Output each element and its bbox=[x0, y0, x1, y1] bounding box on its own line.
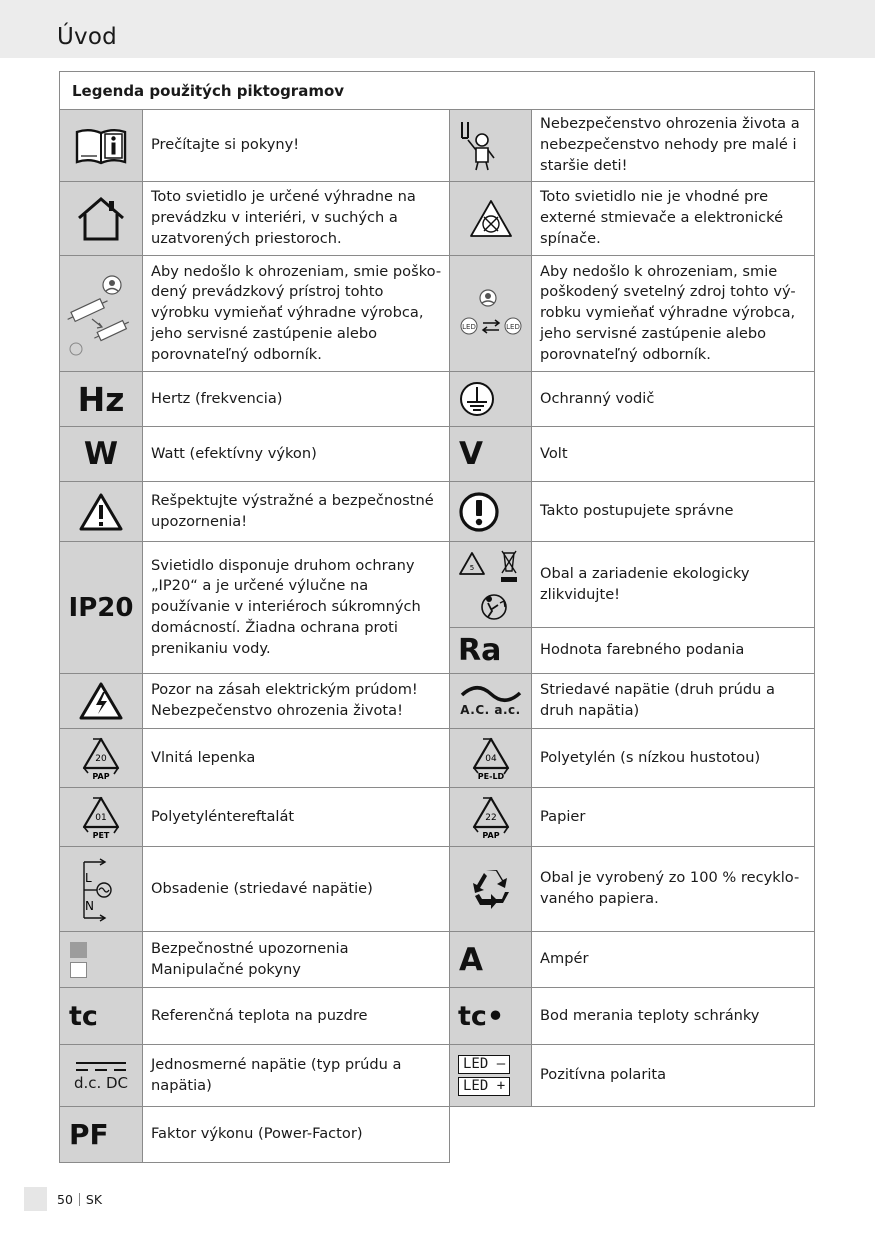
page-number: 50 bbox=[57, 1192, 73, 1207]
legend-row bbox=[449, 255, 815, 372]
legend-row bbox=[449, 1044, 815, 1107]
svg-text:01: 01 bbox=[95, 813, 107, 823]
ampere-icon: A bbox=[450, 932, 532, 987]
legend-text: Ochranný vodič bbox=[540, 389, 655, 407]
legend-row bbox=[449, 541, 815, 628]
legend-row bbox=[59, 255, 450, 372]
legend-row bbox=[59, 109, 450, 182]
legend-text: Striedavé napätie (druh prúdu a druh napätia) bbox=[540, 681, 775, 719]
protective-earth-icon bbox=[450, 372, 532, 426]
legend-row bbox=[449, 181, 815, 256]
legend-text: Rešpektujte výstražné a bezpečnostné upozornenia! bbox=[151, 491, 434, 530]
page-title: Úvod bbox=[57, 24, 117, 50]
ac-icon: A.C. a.c. bbox=[450, 674, 532, 728]
svg-text:22: 22 bbox=[484, 813, 497, 823]
legend-text: Pozitívna polarita bbox=[540, 1066, 667, 1084]
svg-text:04: 04 bbox=[484, 754, 497, 764]
svg-text:PET: PET bbox=[92, 831, 110, 840]
recycle-20-pap-icon bbox=[60, 729, 143, 787]
legend-text: Obal je vyrobený zo 100 % recyklo-vaného papiera. bbox=[540, 869, 800, 907]
driver-replacement-icon bbox=[60, 256, 143, 371]
house-icon bbox=[60, 182, 143, 255]
legend-row bbox=[59, 846, 450, 932]
legend-text: Volt bbox=[540, 444, 568, 462]
page-number-box bbox=[24, 1187, 47, 1211]
legend-text: Hodnota farebného podania bbox=[540, 641, 745, 659]
svg-text:PAP: PAP bbox=[481, 831, 500, 840]
legend-row bbox=[59, 987, 450, 1045]
language-code: SK bbox=[85, 1192, 103, 1207]
electric-shock-icon bbox=[60, 674, 143, 728]
child-danger-icon bbox=[450, 110, 532, 181]
legend-text: Hertz (frekvencia) bbox=[151, 389, 283, 407]
header-band bbox=[0, 0, 875, 58]
legend-text: Obal a zariadenie ekologicky zlikvidujte! bbox=[540, 564, 750, 603]
ac-terminal-icon bbox=[60, 847, 143, 931]
legend-row bbox=[59, 541, 450, 674]
legend-text: Toto svietidlo je určené výhradne na prevádzku v interiéri, v suchých a uzatvorených priestoroch. bbox=[151, 188, 416, 247]
svg-text:20: 20 bbox=[95, 754, 107, 764]
legend-text: Aby nedošlo k ohrozeniam, smie poško-dený prevádzkový prístroj tohto výrobku vymieňať výhradne výrobca, jeho servisné zastúpenie alebo porovnateľný odborník. bbox=[151, 262, 442, 363]
led-replacement-icon bbox=[450, 256, 532, 371]
legend-row bbox=[449, 109, 815, 182]
pf-icon: PF bbox=[60, 1107, 143, 1162]
legend-heading-row bbox=[59, 71, 815, 110]
legend-text: Pozor na zásah elektrickým prúdom! Nebezpečenstvo ohrozenia života! bbox=[151, 681, 418, 719]
led-polarity-icon: LED – LED + bbox=[450, 1045, 532, 1106]
legend-text: Polyetylén (s nízkou hustotou) bbox=[540, 748, 761, 766]
legend-row bbox=[449, 846, 815, 932]
eco-disposal-icon bbox=[450, 542, 532, 627]
svg-text:L: L bbox=[85, 871, 92, 885]
svg-text:PE-LD: PE-LD bbox=[477, 772, 504, 781]
legend-row bbox=[59, 673, 450, 729]
recycle-01-pet-icon bbox=[60, 788, 143, 846]
legend-text: Toto svietidlo nie je vhodné pre externé stmievače a elektronické spínače. bbox=[540, 188, 784, 247]
watt-icon: W bbox=[60, 427, 143, 481]
ip20-icon: IP20 bbox=[60, 542, 143, 673]
svg-text:PAP: PAP bbox=[92, 772, 110, 781]
recycle-22-pap-icon bbox=[450, 788, 532, 846]
volt-icon: V bbox=[450, 427, 532, 481]
svg-text:5: 5 bbox=[469, 563, 474, 572]
legend-text: Prečítajte si pokyny! bbox=[151, 136, 300, 154]
tc-point-icon: tc• bbox=[450, 988, 532, 1044]
legend-text: Svietidlo disponuje druhom ochrany „IP20“ a je určené výlučne na používanie v interiéroch súkromných domácností. Žiadna ochrana proti prenikaniu vody. bbox=[151, 556, 421, 657]
legend-text: Faktor výkonu (Power-Factor) bbox=[151, 1125, 363, 1143]
legend-row bbox=[449, 673, 815, 729]
legend-row bbox=[59, 426, 450, 482]
ra-icon: Ra bbox=[450, 628, 532, 673]
legend-text: Papier bbox=[540, 807, 586, 825]
warning-triangle-icon bbox=[60, 482, 143, 541]
legend-row bbox=[449, 728, 815, 788]
page-footer bbox=[57, 1192, 102, 1207]
legend-text: Watt (efektívny výkon) bbox=[151, 444, 317, 462]
recycle-04-peld-icon bbox=[450, 729, 532, 787]
hz-icon: Hz bbox=[60, 372, 143, 426]
legend-text: Vlnitá lepenka bbox=[151, 748, 256, 766]
recycled-paper-icon bbox=[450, 847, 532, 931]
legend-text: Polyetyléntereftalát bbox=[151, 807, 295, 825]
legend-heading: Legenda použitých piktogramov bbox=[72, 82, 345, 100]
legend-row bbox=[449, 787, 815, 847]
legend-row bbox=[449, 426, 815, 482]
legend-row bbox=[59, 787, 450, 847]
legend-row bbox=[59, 481, 450, 542]
legend-row bbox=[59, 181, 450, 256]
no-dimmer-icon bbox=[450, 182, 532, 255]
legend-text: Ampér bbox=[540, 950, 589, 968]
legend-row bbox=[59, 1044, 450, 1107]
legend-row bbox=[449, 371, 815, 427]
note-squares-icon bbox=[60, 932, 143, 987]
legend-text: Aby nedošlo k ohrozeniam, smie poškodený svetelný zdroj tohto vý-robku vymieňať výhradne výrobca, jeho servisné zastúpenie alebo porovnateľný odborník. bbox=[540, 262, 796, 363]
legend-text: Obsadenie (striedavé napätie) bbox=[151, 879, 373, 897]
legend-row bbox=[449, 987, 815, 1045]
legend-row bbox=[59, 728, 450, 788]
legend-text: Jednosmerné napätie (typ prúdu a napätia) bbox=[151, 1055, 402, 1094]
dc-icon: d.c. DC bbox=[60, 1045, 143, 1106]
book-info-icon bbox=[60, 110, 143, 181]
legend-row bbox=[59, 1106, 450, 1163]
tc-icon: tc bbox=[60, 988, 143, 1044]
legend-text: Bod merania teploty schránky bbox=[540, 1006, 760, 1024]
legend-text: Referenčná teplota na puzdre bbox=[151, 1006, 368, 1024]
legend-row bbox=[449, 931, 815, 988]
svg-text:LED: LED bbox=[461, 322, 476, 331]
legend-row bbox=[59, 371, 450, 427]
exclamation-circle-icon bbox=[450, 482, 532, 541]
footer-divider bbox=[79, 1193, 80, 1206]
legend-row bbox=[449, 481, 815, 542]
legend-text: Takto postupujete správne bbox=[540, 502, 734, 520]
svg-text:LED: LED bbox=[505, 322, 520, 331]
svg-text:N: N bbox=[85, 899, 94, 913]
legend-row bbox=[449, 627, 815, 674]
legend-text: Bezpečnostné upozornenia Manipulačné pokyny bbox=[151, 939, 349, 978]
legend-row bbox=[59, 931, 450, 988]
legend-text: Nebezpečenstvo ohrozenia života a nebezpečenstvo nehody pre malé i staršie deti! bbox=[540, 115, 800, 174]
